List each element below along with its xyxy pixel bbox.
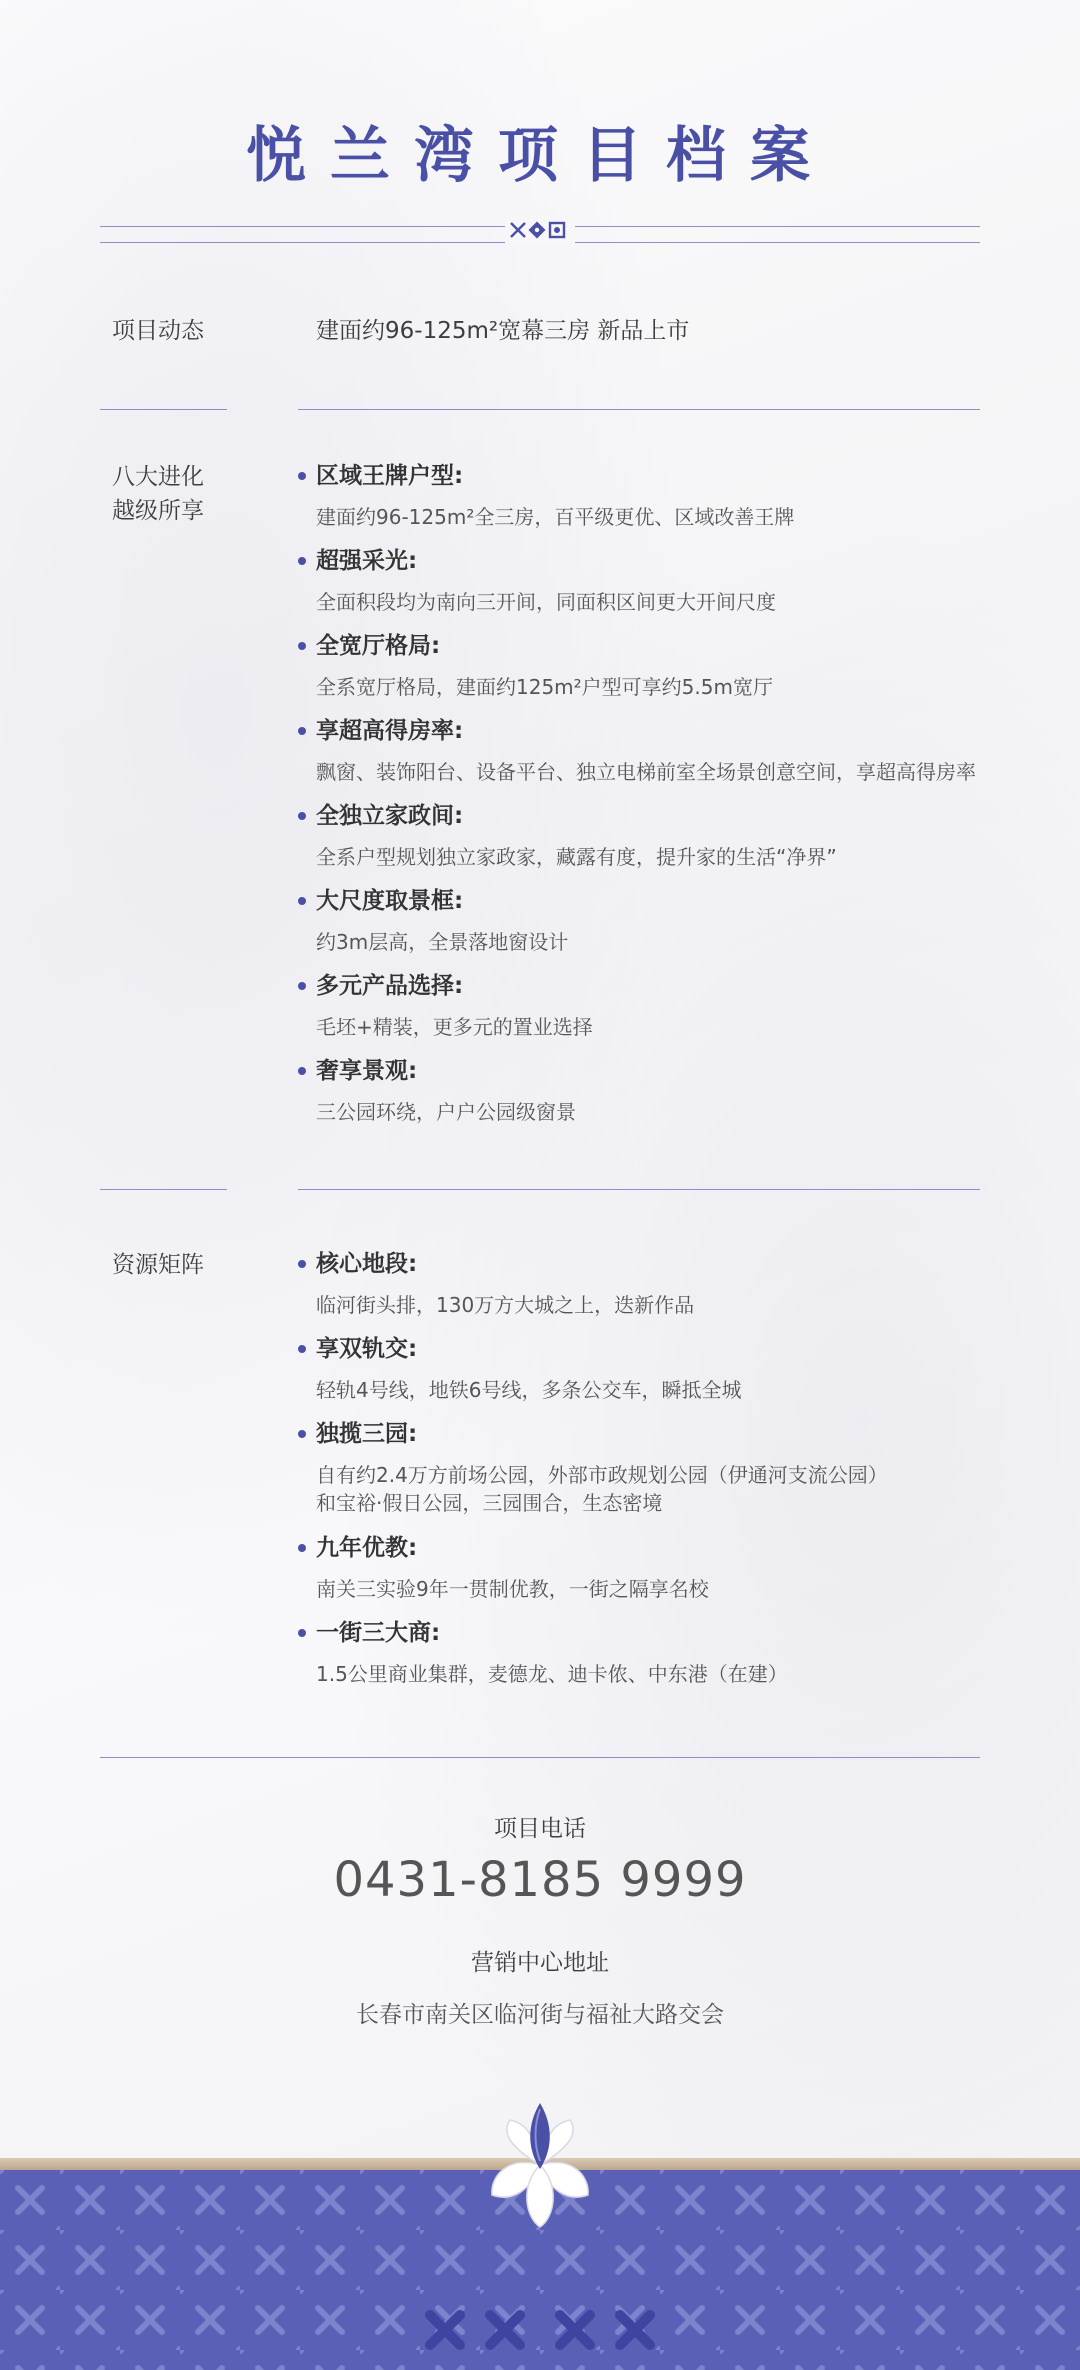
section-divider-2-short: [100, 1189, 227, 1190]
section-divider-2-long: [298, 1189, 980, 1190]
resource-item: [316, 1616, 788, 1688]
project-news-label: 项目动态: [112, 318, 204, 344]
upgrade-item-title: 全独立家政间 :: [316, 799, 837, 833]
upgrade-item-title: 奢享景观 :: [316, 1054, 576, 1088]
upgrade-item: [316, 459, 794, 531]
upgrade-item-desc: 三公园环绕，户户公园级窗景: [316, 1100, 576, 1124]
upgrade-item-desc: 全面积段均为南向三开间，同面积区间更大开间尺度: [316, 590, 776, 614]
resource-item: [316, 1417, 888, 1517]
upgrades-label-line2: 越级所享: [112, 498, 204, 524]
resource-item: [316, 1332, 741, 1404]
upgrade-item-desc: 约3m层高，全景落地窗设计: [316, 930, 569, 954]
ornament-icon: [505, 216, 575, 244]
resource-item-title: 核心地段 :: [316, 1247, 694, 1281]
upgrade-item-desc: 飘窗、装饰阳台、设备平台、独立电梯前室全场景创意空间，享超高得房率: [316, 760, 976, 784]
address-text: 长春市南关区临河街与福祉大路交会: [356, 2002, 724, 2028]
resource-item: [316, 1531, 709, 1603]
upgrade-item: [316, 544, 776, 616]
upgrades-label-line1: 八大进化: [112, 464, 204, 490]
section-divider-1-short: [100, 409, 227, 410]
upgrade-item-title: 全宽厅格局 :: [316, 629, 773, 663]
upgrade-item: [316, 799, 837, 871]
phone-number[interactable]: 0431-8185 9999: [333, 1852, 747, 1908]
page-title: 悦兰湾项目档案: [246, 121, 834, 191]
resource-item: [316, 1247, 694, 1319]
resource-item-desc: 轻轨4号线，地铁6号线，多条公交车，瞬抵全城: [316, 1378, 742, 1402]
upgrade-item-title: 大尺度取景框 :: [316, 884, 568, 918]
resource-item-desc: 南关三实验9年一贯制优教，一街之隔享名校: [316, 1577, 709, 1601]
resource-item-desc: 1.5公里商业集群，麦德龙、迪卡侬、中东港（在建）: [316, 1662, 788, 1686]
upgrade-item-desc: 毛坯+精装，更多元的置业选择: [316, 1015, 593, 1039]
upgrade-item-title: 享超高得房率 :: [316, 714, 976, 748]
resource-item-title: 享双轨交 :: [316, 1332, 741, 1366]
resource-item-desc: 自有约2.4万方前场公园，外部市政规划公园（伊通河支流公园）: [316, 1463, 888, 1487]
project-news-text: 建面约96-125m²宽幕三房 新品上市: [316, 318, 690, 344]
upgrade-item: [316, 969, 593, 1041]
flower-icon: [470, 2095, 610, 2235]
upgrades-label: [112, 460, 204, 528]
resource-item-desc: 临河街头排，130万方大城之上，迭新作品: [316, 1293, 695, 1317]
upgrade-item: [316, 714, 976, 786]
upgrade-item: [316, 884, 568, 956]
phone-label: 项目电话: [494, 1816, 586, 1842]
upgrade-item-desc: 建面约96-125m²全三房，百平级更优、区域改善王牌: [316, 505, 795, 529]
section-divider-1-long: [298, 409, 980, 410]
upgrade-item: [316, 629, 773, 701]
upgrade-item-title: 超强采光 :: [316, 544, 776, 578]
upgrade-item-desc: 全系宽厅格局，建面约125m²户型可享约5.5m宽厅: [316, 675, 773, 699]
resource-item-title: 一街三大商 :: [316, 1616, 788, 1650]
upgrade-item-title: 多元产品选择 :: [316, 969, 593, 1003]
section-divider-3: [100, 1757, 980, 1758]
resource-item-title: 独揽三园 :: [316, 1417, 888, 1451]
upgrade-item-title: 区域王牌户型 :: [316, 459, 794, 493]
address-label: 营销中心地址: [471, 1950, 609, 1976]
upgrade-item: [316, 1054, 576, 1126]
resource-item-title: 九年优教 :: [316, 1531, 709, 1565]
resources-label: 资源矩阵: [112, 1252, 204, 1278]
resource-item-desc-line2: 和宝裕·假日公园，三园围合，生态密境: [316, 1491, 663, 1515]
upgrade-item-desc: 全系户型规划独立家政家，藏露有度，提升家的生活“净界”: [316, 845, 837, 869]
